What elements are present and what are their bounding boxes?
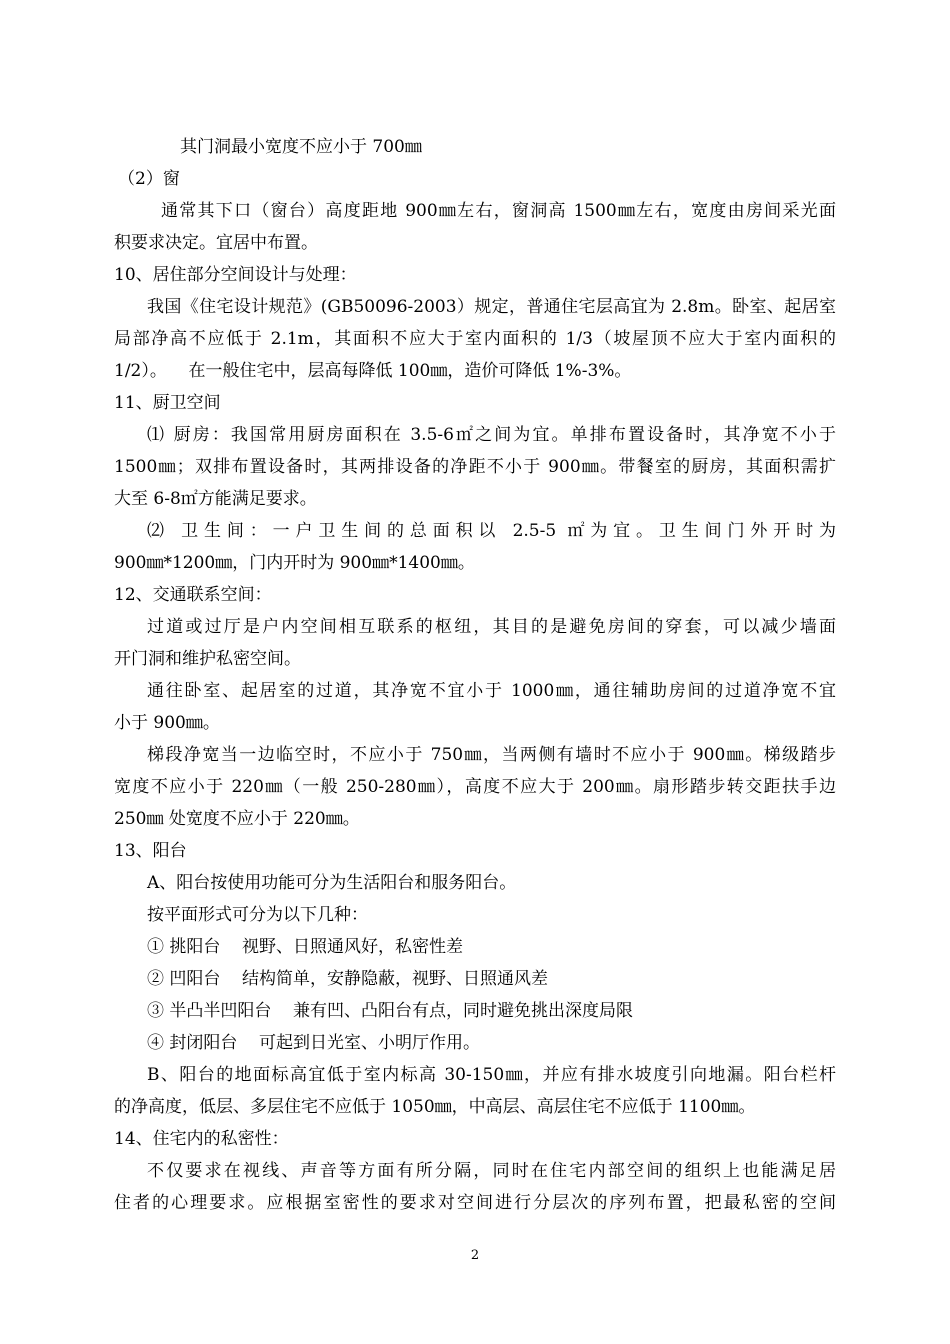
text-line: B、阳台的地面标高宜低于室内标高 30-150㎜，并应有排水坡度引向地漏。阳台栏杆 [147,1065,836,1085]
text-line: 住者的心理要求。应根据室密性的要求对空间进行分层次的序列布置，把最私密的空间 [114,1193,836,1213]
section-heading-10: 10、居住部分空间设计与处理： [114,265,357,285]
list-item: ④ 封闭阳台 可起到日光室、小明厅作用。 [147,1033,481,1053]
text-line: ⑵ 卫生间：一户卫生间的总面积以 2.5-5 ㎡为宜。卫生间门外开时为 [147,521,836,541]
text-line: A、阳台按使用功能可分为生活阳台和服务阳台。 [147,873,517,893]
text-line: ⑴ 厨房：我国常用厨房面积在 3.5-6㎡之间为宜。单排布置设备时，其净宽不小于 [147,425,836,445]
text-line: 宽度不应小于 220㎜（一般 250-280㎜），高度不应大于 200㎜。扇形踏步转交距扶手边 [114,777,836,797]
text-line: 小于 900㎜。 [114,713,220,733]
list-item: ③ 半凸半凹阳台 兼有凹、凸阳台有点，同时避免挑出深度局限 [147,1001,634,1021]
text-line: 250㎜ 处宽度不应小于 220㎜。 [114,809,360,829]
text-line: 其门洞最小宽度不应小于 700㎜ [180,137,422,157]
text-line: 通往卧室、起居室的过道，其净宽不宜小于 1000㎜，通往辅助房间的过道净宽不宜 [147,681,836,701]
section-heading-12: 12、交通联系空间： [114,585,272,605]
text-line: 大至 6-8㎡方能满足要求。 [114,489,317,509]
list-item: ① 挑阳台 视野、日照通风好，私密性差 [147,937,464,957]
page-number: 2 [470,1248,480,1263]
text-line: 1500㎜；双排布置设备时，其两排设备的净距不小于 900㎜。带餐室的厨房，其面积需扩 [114,457,836,477]
text-line: 1/2）。 在一般住宅中，层高每降低 100㎜，造价可降低 1%-3%。 [114,361,632,381]
section-heading-11: 11、厨卫空间 [114,393,221,413]
text-line: 局部净高不应低于 2.1m，其面积不应大于室内面积的 1/3（坡屋顶不应大于室内面积的 [114,329,836,349]
text-line: 900㎜*1200㎜，门内开时为 900㎜*1400㎜。 [114,553,475,573]
text-line: 不仅要求在视线、声音等方面有所分隔，同时在住宅内部空间的组织上也能满足居 [147,1161,836,1181]
text-line: 通常其下口（窗台）高度距地 900㎜左右，窗洞高 1500㎜左右，宽度由房间采光面 [161,201,836,221]
subheading-window: （2）窗 [118,169,180,189]
text-line: 我国《住宅设计规范》(GB50096-2003）规定，普通住宅层高宜为 2.8m。卧室、起居室 [147,297,836,317]
text-line: 积要求决定。宜居中布置。 [114,233,318,253]
text-line: 按平面形式可分为以下几种： [147,905,368,925]
text-line: 梯段净宽当一边临空时，不应小于 750㎜，当两侧有墙时不应小于 900㎜。梯级踏步 [147,745,836,765]
section-heading-13: 13、阳台 [114,841,187,861]
text-line: 的净高度，低层、多层住宅不应低于 1050㎜，中高层、高层住宅不应低于 1100㎜。 [114,1097,756,1117]
text-line: 过道或过厅是户内空间相互联系的枢纽，其目的是避免房间的穿套，可以减少墙面 [147,617,836,637]
list-item: ② 凹阳台 结构简单，安静隐蔽，视野、日照通风差 [147,969,549,989]
text-line: 开门洞和维护私密空间。 [114,649,301,669]
section-heading-14: 14、住宅内的私密性： [114,1129,289,1149]
